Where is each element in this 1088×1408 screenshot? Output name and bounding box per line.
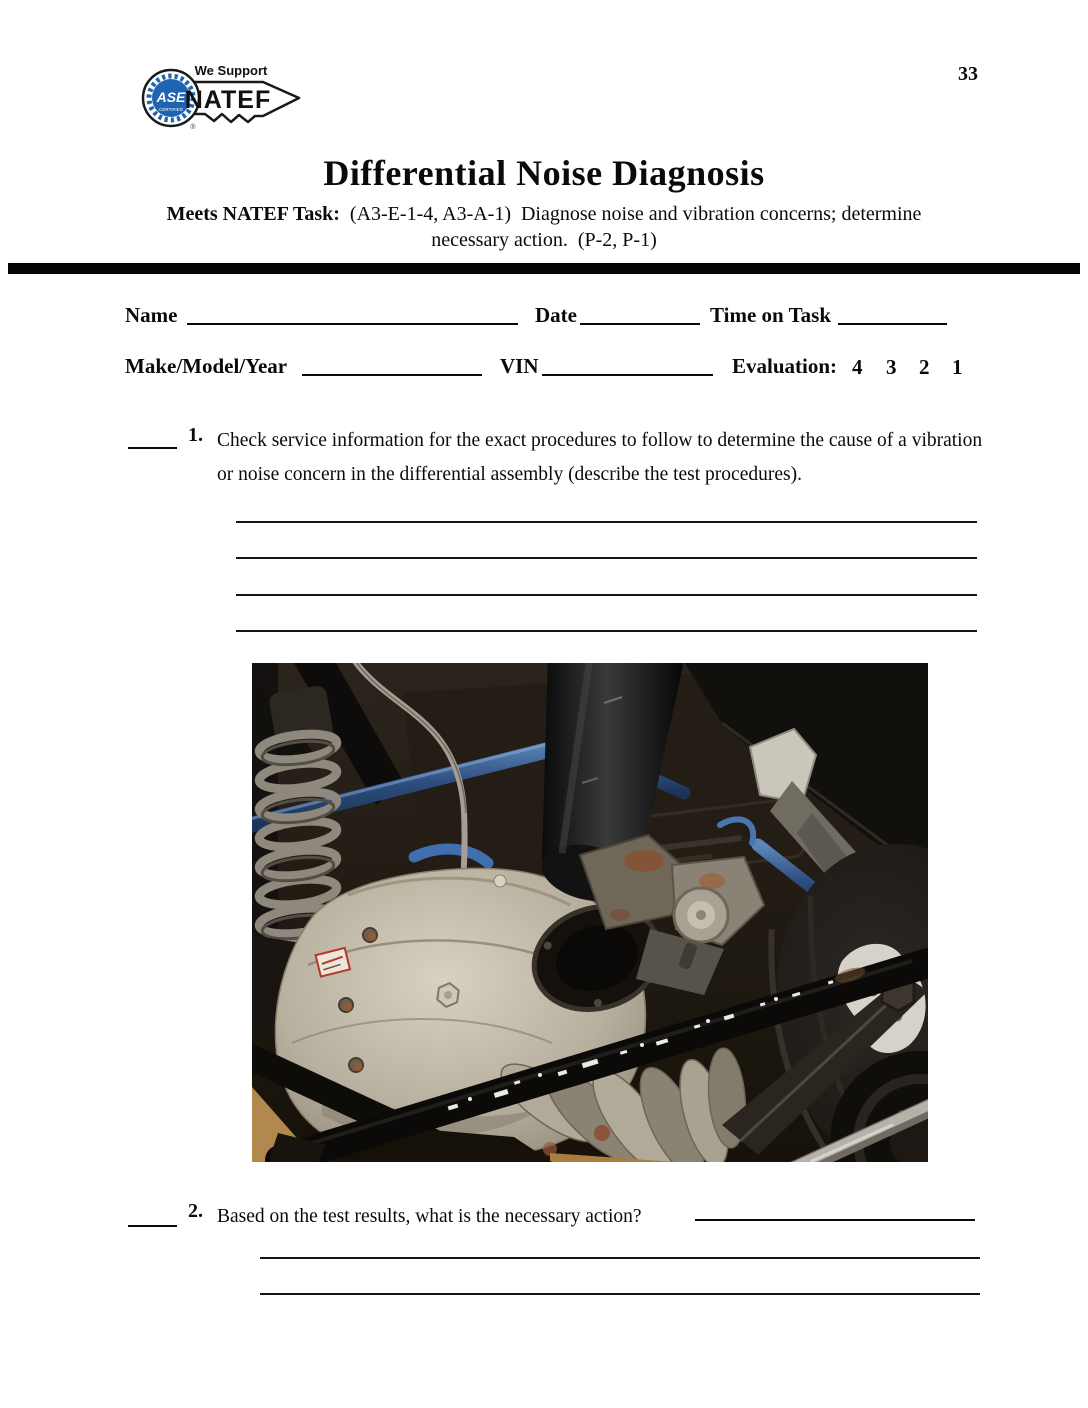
make-model-year-field-line[interactable] xyxy=(302,356,482,376)
task1-answer-line-2[interactable] xyxy=(236,539,977,559)
ase-certified-text: CERTIFIED xyxy=(159,107,183,112)
task2-check-blank[interactable] xyxy=(128,1207,177,1227)
registered-mark: ® xyxy=(190,124,196,131)
task2-answer-line-2[interactable] xyxy=(260,1275,980,1295)
name-label: Name xyxy=(125,303,178,327)
task1-answer-line-4[interactable] xyxy=(236,612,977,632)
ase-emblem-text: ASE xyxy=(156,89,186,105)
natef-task-line-2: necessary action. (P-2, P-1) xyxy=(431,229,657,251)
task2-number: 2. xyxy=(188,1200,203,1222)
natef-logo xyxy=(131,56,306,140)
task2-answer-line-1[interactable] xyxy=(260,1239,980,1259)
housing-plug xyxy=(494,875,506,887)
page-number: 33 xyxy=(958,63,978,85)
date-label: Date xyxy=(535,303,577,327)
evaluation-score-1[interactable]: 1 xyxy=(952,355,963,379)
meets-natef-task-label: Meets NATEF Task: xyxy=(166,203,340,225)
evaluation-label: Evaluation: xyxy=(732,354,838,378)
task1-answer-line-3[interactable] xyxy=(236,576,977,596)
task1-check-blank[interactable] xyxy=(128,429,177,449)
evaluation-score-3[interactable]: 3 xyxy=(886,355,897,379)
natef-text: NATEF xyxy=(184,86,272,114)
vin-label: VIN xyxy=(500,354,539,378)
evaluation-score-2[interactable]: 2 xyxy=(919,355,930,379)
name-field-line[interactable] xyxy=(187,305,518,325)
we-support-text: We Support xyxy=(194,63,268,78)
natef-key-logo-graphic xyxy=(131,56,306,140)
task2-answer-line-inline[interactable] xyxy=(695,1201,975,1221)
natef-task-line xyxy=(0,201,1088,227)
meets-natef-task-text: (A3-E-1-4, A3-A-1) Diagnose noise and vibration concerns; determine xyxy=(339,203,922,225)
differential-photo-graphic xyxy=(252,663,928,1162)
header-divider-rule xyxy=(8,263,1080,274)
date-field-line[interactable] xyxy=(580,305,700,325)
make-model-year-label: Make/Model/Year xyxy=(125,354,288,378)
task2-text: Based on the test results, what is the necessary action? xyxy=(217,1206,642,1227)
time-on-task-field-line[interactable] xyxy=(838,305,947,325)
evaluation-score-4[interactable]: 4 xyxy=(852,355,863,379)
differential-photo xyxy=(252,663,928,1162)
task1-text: Check service information for the exact procedures to follow to determine the cause of a vibration or noise concern in the differential assembly (describe the test procedures). xyxy=(217,430,983,485)
task1-answer-line-1[interactable] xyxy=(236,503,977,523)
time-on-task-label: Time on Task xyxy=(710,303,832,327)
task1-number: 1. xyxy=(188,424,203,446)
vin-field-line[interactable] xyxy=(542,356,713,376)
page-title: Differential Noise Diagnosis xyxy=(323,153,765,193)
